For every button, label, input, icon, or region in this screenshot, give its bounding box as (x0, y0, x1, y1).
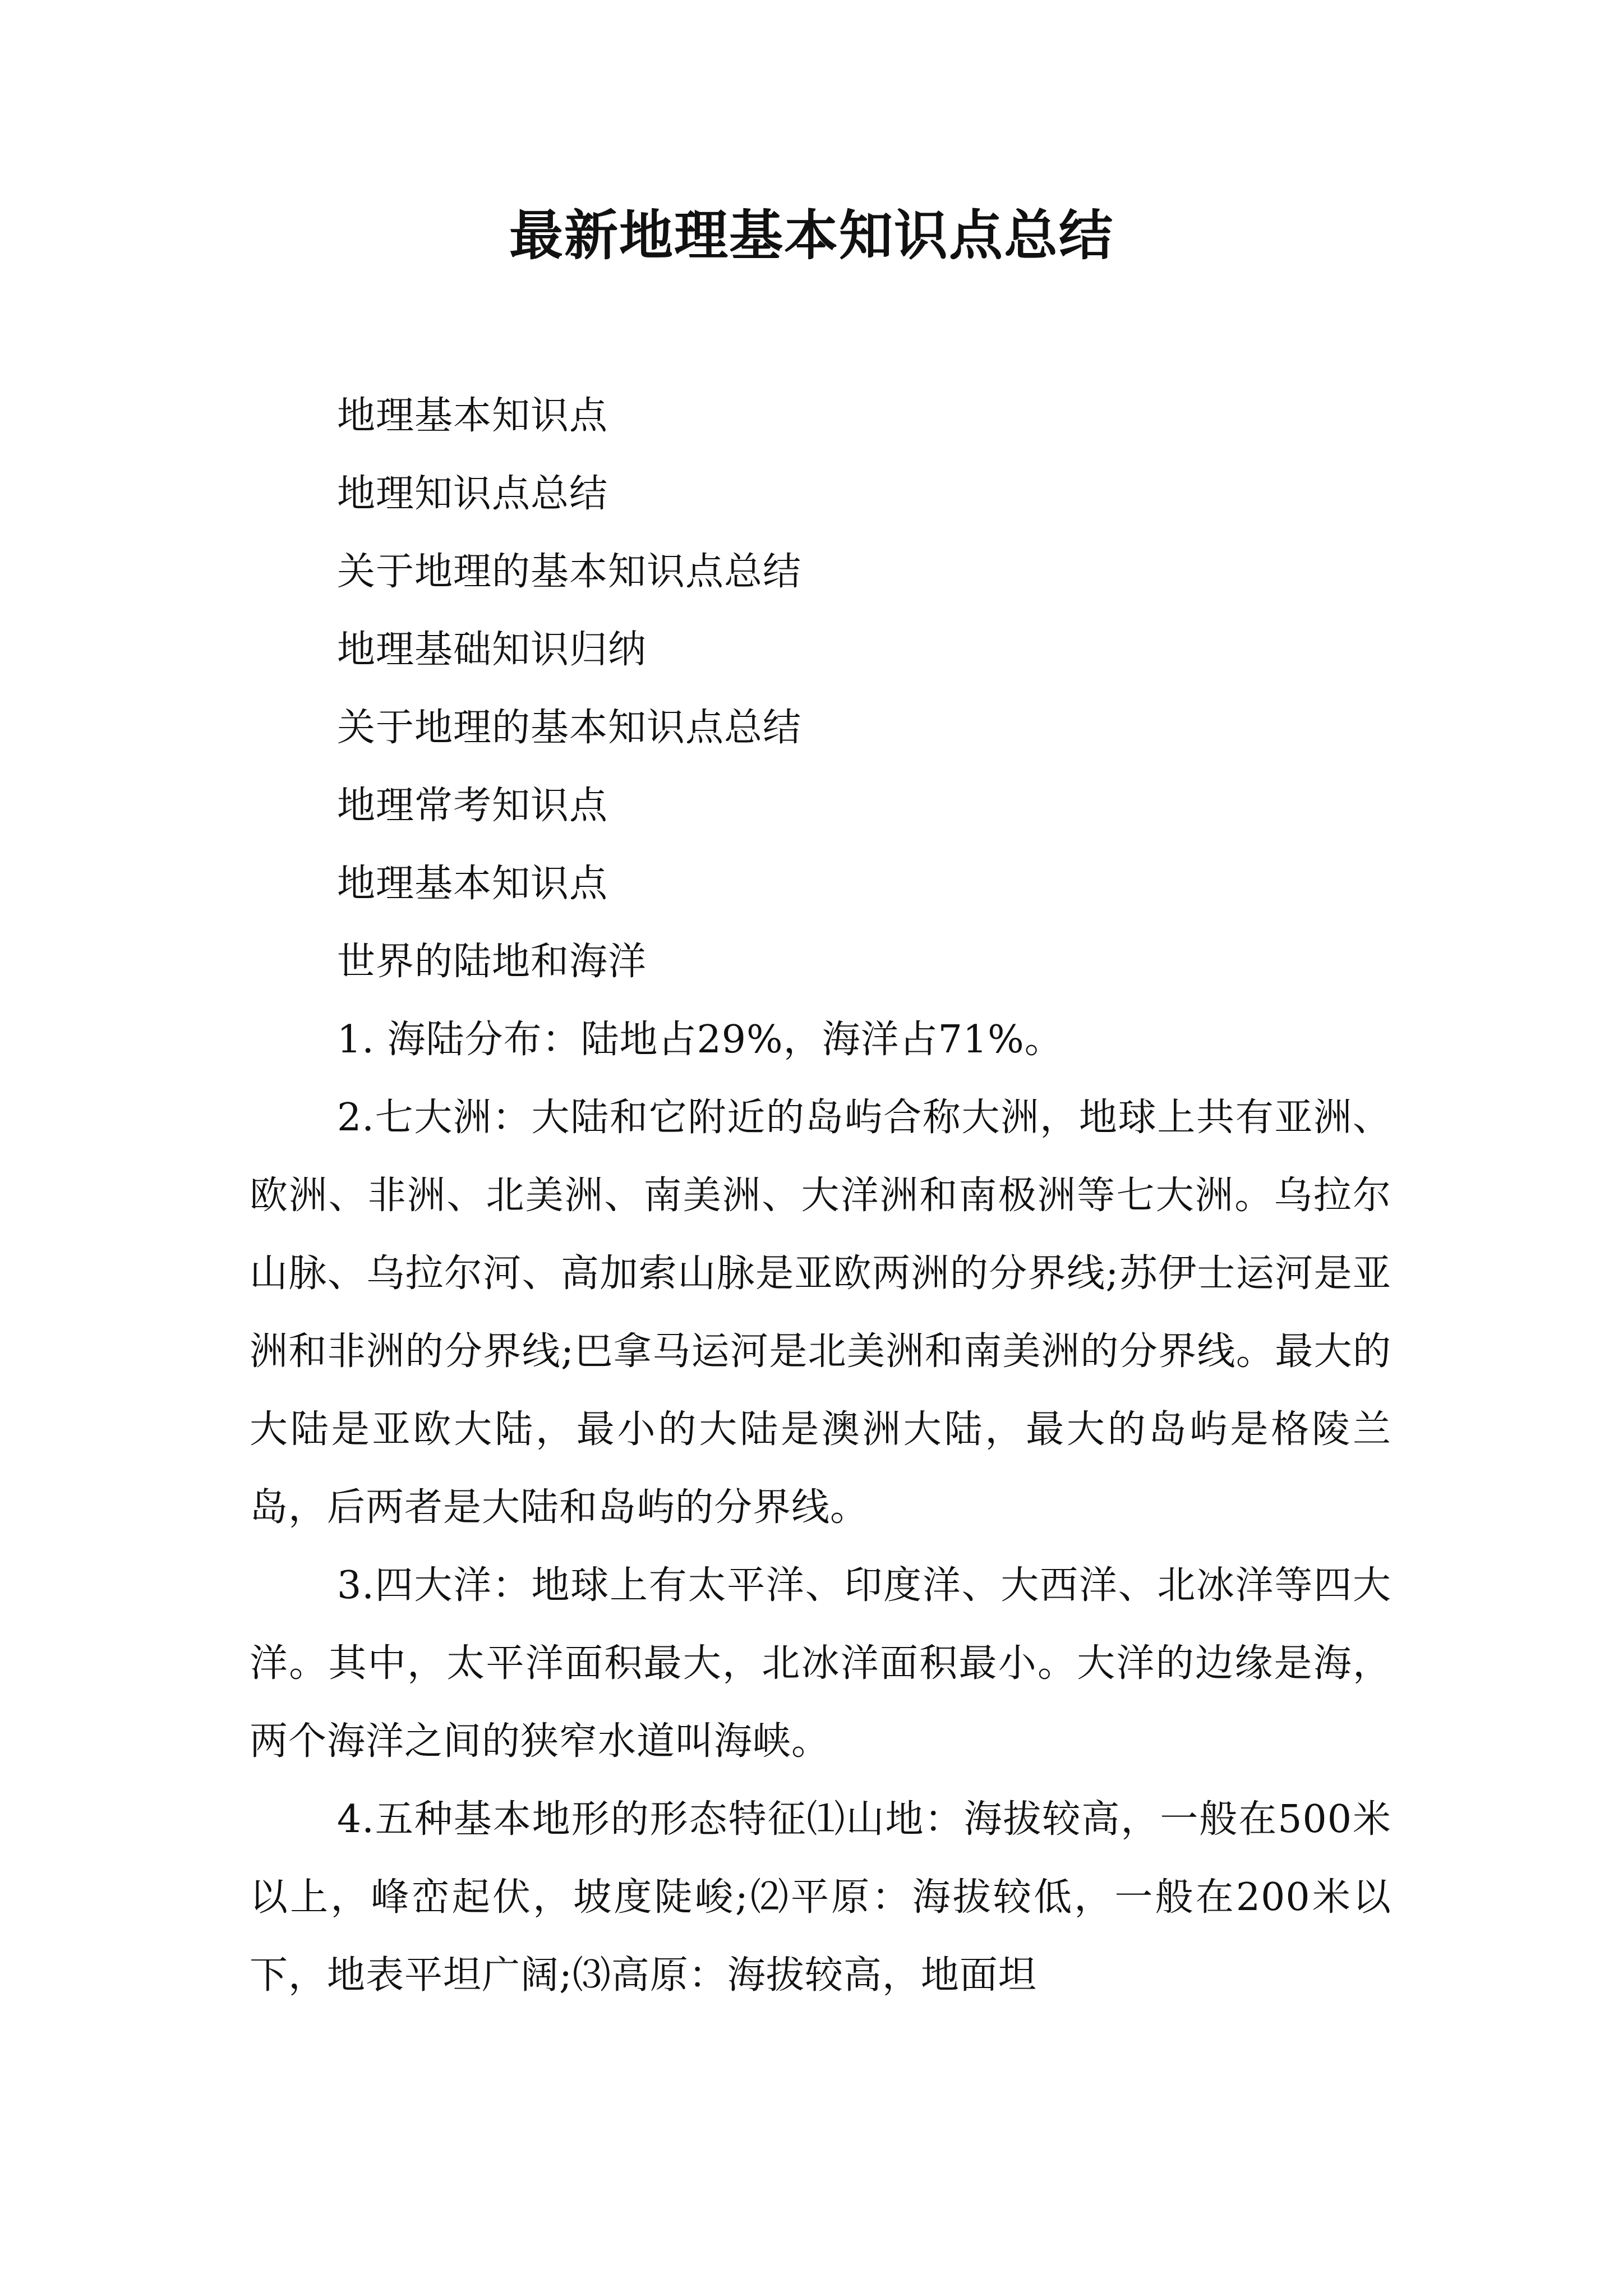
toc-line: 关于地理的基本知识点总结 (337, 550, 802, 594)
toc-line: 关于地理的基本知识点总结 (337, 706, 802, 750)
paragraph-seven-continents: 2.七大洲：大陆和它附近的岛屿合称大洲，地球上共有亚洲、欧洲、非洲、北美洲、南美洲、大洋洲和南极洲等七大洲。乌拉尔山脉、乌拉尔河、高加索山脉是亚欧两洲的分界线;苏伊士运河是亚洲和非洲的分界线;巴拿马运河是北美洲和南美洲的分界线。最大的大陆是亚欧大陆，最小的大陆是澳洲大陆，最大的岛屿是格陵兰岛，后两者是大陆和岛屿的分界线。 (250, 1096, 1391, 1530)
toc-line: 地理基础知识归纳 (337, 628, 647, 672)
toc-line: 地理知识点总结 (337, 472, 608, 516)
document-body (250, 377, 1391, 2014)
paragraph-four-oceans: 3.四大洋：地球上有太平洋、印度洋、大西洋、北冰洋等四大洋。其中，太平洋面积最大，北冰洋面积最小。大洋的边缘是海，两个海洋之间的狭窄水道叫海峡。 (250, 1563, 1391, 1764)
paragraph-landforms: 4.五种基本地形的形态特征⑴山地：海拔较高，一般在500米以上，峰峦起伏，坡度陡峻;⑵平原：海拔较低，一般在200米以下，地表平坦广阔;⑶高原：海拔较高，地面坦 (250, 1797, 1392, 1998)
document-title: 最新地理基本知识点总结 (509, 204, 1114, 267)
toc-line: 地理常考知识点 (337, 784, 608, 828)
section-heading: 世界的陆地和海洋 (337, 940, 647, 984)
toc-line: 地理基本知识点 (337, 394, 608, 438)
toc-line: 地理基本知识点 (337, 862, 608, 906)
paragraph-land-sea-distribution: 1. 海陆分布：陆地占29%，海洋占71%。 (337, 1018, 1063, 1062)
